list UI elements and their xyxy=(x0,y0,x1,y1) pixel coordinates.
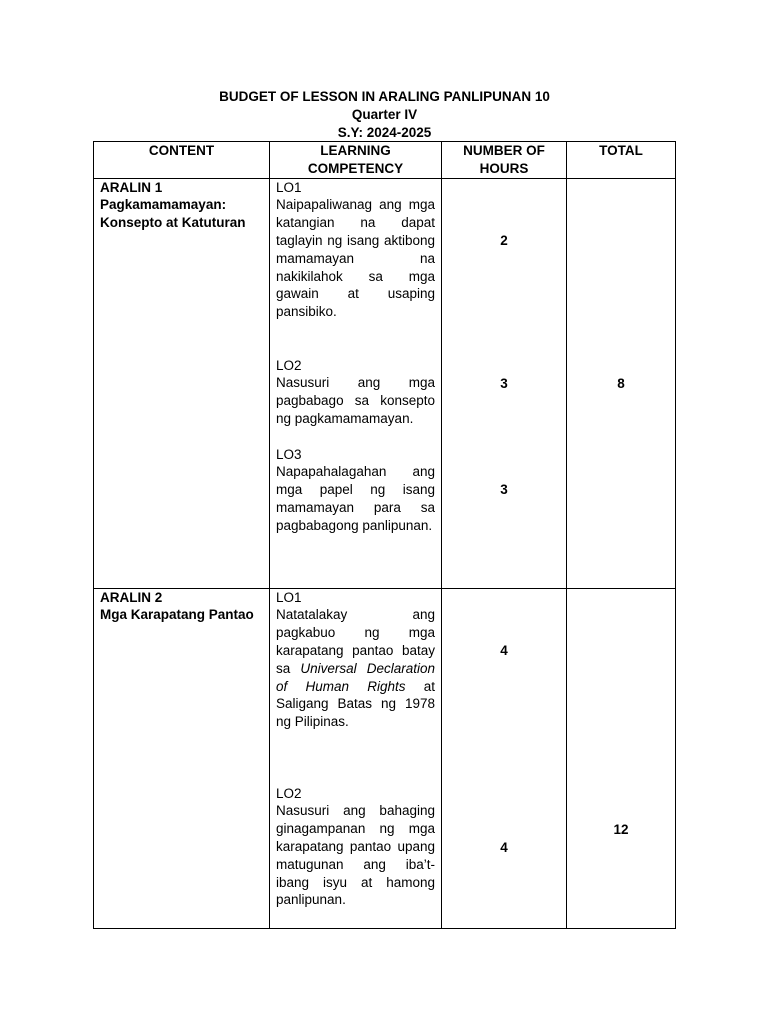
column-header-content: CONTENT xyxy=(94,142,270,179)
total-value: 12 xyxy=(613,821,629,837)
content-cell xyxy=(94,588,270,928)
document-title: BUDGET OF LESSON IN ARALING PANLIPUNAN 10 xyxy=(219,89,550,104)
hours-cell xyxy=(442,178,567,588)
competency-item xyxy=(276,357,435,428)
competency-item xyxy=(276,446,435,535)
hours-value: 4 xyxy=(500,642,508,658)
quarter-label: Quarter IV xyxy=(351,107,418,122)
hours-value: 2 xyxy=(500,232,508,248)
lesson-title: Pagkamamamayan: Konsepto at Katuturan xyxy=(100,197,246,231)
hours-value: 4 xyxy=(500,839,508,855)
competency-code: LO3 xyxy=(276,446,302,462)
table-row xyxy=(94,178,676,588)
column-header-competency: LEARNING COMPETENCY xyxy=(270,142,442,179)
lesson-number: ARALIN 1 xyxy=(100,179,163,195)
school-year-label: S.Y: 2024-2025 xyxy=(337,125,432,140)
competency-code: LO2 xyxy=(276,357,302,373)
competency-item xyxy=(276,785,435,910)
competency-text: Nasusuri ang bahaging ginagampanan ng mga karapatang pantao upang matugunan ang iba’t-ibang isyu at hamong panlipunan. xyxy=(276,803,435,908)
competency-text: Naipapaliwanag ang mga katangian na dapat taglayin ng isang aktibong mamamayan na nakikilahok sa mga gawain at usaping pansibiko. xyxy=(276,197,435,320)
hours-value: 3 xyxy=(500,481,508,497)
table-row xyxy=(94,588,676,928)
hours-value: 3 xyxy=(500,375,508,391)
hours-cell xyxy=(442,588,567,928)
table-header-row xyxy=(94,142,676,179)
column-header-total: TOTAL xyxy=(567,142,676,179)
competency-item xyxy=(276,589,435,731)
budget-table xyxy=(93,141,676,929)
competency-text: Nasusuri ang mga pagbabago sa konsepto ng pagkamamamayan. xyxy=(276,375,435,426)
column-header-hours: NUMBER OF HOURS xyxy=(442,142,567,179)
competency-text: Napapahalagahan ang mga papel ng isang mamamayan para sa pagbabagong panlipunan. xyxy=(276,464,435,533)
competency-code: LO2 xyxy=(276,785,302,801)
competency-text-part: at Saligang Batas ng 1978 ng Pilipinas. xyxy=(276,678,436,730)
total-cell xyxy=(567,178,676,588)
competency-text-italic: Universal Declaration of Human Rights xyxy=(276,660,435,694)
total-value: 8 xyxy=(617,375,625,391)
document-heading xyxy=(94,88,675,142)
competency-text xyxy=(276,606,435,731)
competency-code: LO1 xyxy=(276,589,302,605)
competency-cell xyxy=(270,178,442,588)
lesson-title: Mga Karapatang Pantao xyxy=(100,607,254,623)
competency-item xyxy=(276,179,435,321)
competency-code: LO1 xyxy=(276,179,302,195)
competency-text-part: Natatalakay ang pagkabuo ng mga karapatang pantao batay sa xyxy=(276,607,435,676)
lesson-number: ARALIN 2 xyxy=(100,589,163,605)
total-cell xyxy=(567,588,676,928)
content-cell xyxy=(94,178,270,588)
competency-cell xyxy=(270,588,442,928)
